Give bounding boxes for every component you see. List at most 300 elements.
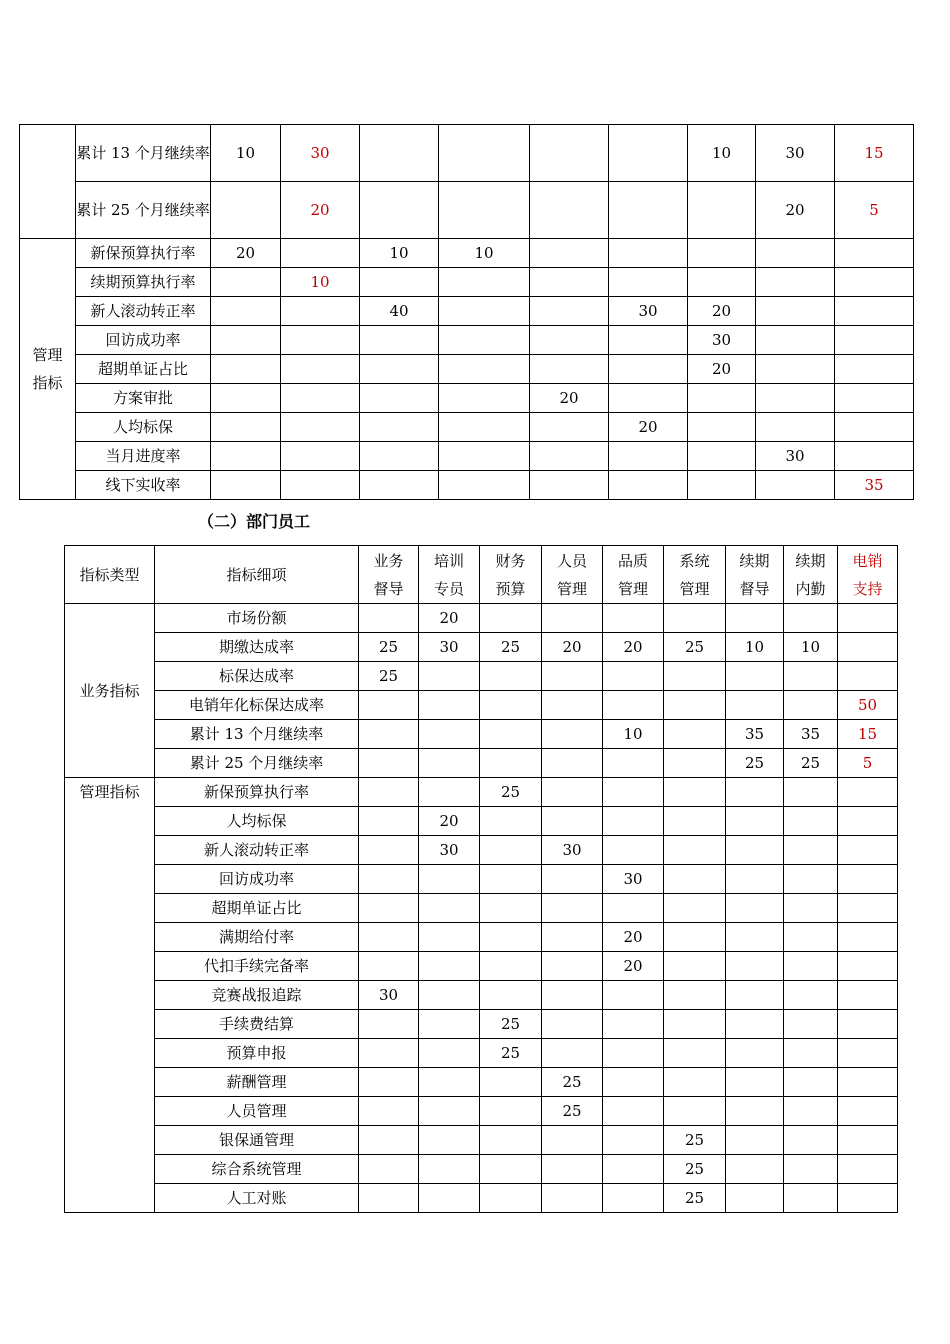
value-cell	[609, 182, 688, 239]
value-cell	[784, 952, 838, 981]
value-cell	[664, 604, 726, 633]
table-row	[20, 297, 914, 326]
value-cell	[756, 239, 835, 268]
table-row	[65, 952, 898, 981]
table-row	[65, 1184, 898, 1213]
value-cell	[542, 894, 603, 923]
value-cell	[726, 1184, 784, 1213]
detail-cell: 市场份额	[155, 604, 359, 633]
value-cell	[603, 894, 664, 923]
value-cell	[784, 1126, 838, 1155]
value-cell	[360, 268, 439, 297]
value-cell	[838, 865, 898, 894]
value-cell	[480, 981, 542, 1010]
value-cell	[542, 749, 603, 778]
table-row	[65, 1097, 898, 1126]
value-cell	[211, 384, 281, 413]
value-cell	[542, 604, 603, 633]
value-cell	[359, 1097, 419, 1126]
table-row	[65, 720, 898, 749]
value-cell: 25	[664, 1155, 726, 1184]
header-col	[664, 546, 726, 604]
value-cell	[603, 807, 664, 836]
value-cell	[609, 239, 688, 268]
value-cell	[756, 384, 835, 413]
value-cell: 10	[603, 720, 664, 749]
value-cell	[838, 952, 898, 981]
header-line2: 支持	[852, 579, 883, 598]
detail-cell: 累计 25 个月继续率	[155, 749, 359, 778]
value-cell	[419, 923, 480, 952]
value-cell	[480, 807, 542, 836]
value-cell	[726, 981, 784, 1010]
value-cell	[281, 297, 360, 326]
value-cell	[530, 239, 609, 268]
header-col	[726, 546, 784, 604]
value-cell: 15	[835, 125, 914, 182]
value-cell: 25	[542, 1097, 603, 1126]
value-cell	[784, 865, 838, 894]
value-cell	[359, 923, 419, 952]
group-cell-empty	[20, 125, 76, 239]
value-cell	[603, 778, 664, 807]
value-cell	[360, 471, 439, 500]
value-cell	[726, 836, 784, 865]
value-cell	[664, 894, 726, 923]
table-row	[20, 268, 914, 297]
value-cell: 25	[784, 749, 838, 778]
value-cell	[419, 1155, 480, 1184]
value-cell	[664, 1097, 726, 1126]
table-row	[20, 125, 914, 182]
value-cell	[664, 662, 726, 691]
detail-cell: 标保达成率	[155, 662, 359, 691]
value-cell	[603, 1184, 664, 1213]
value-cell	[480, 1126, 542, 1155]
value-cell	[542, 1126, 603, 1155]
value-cell	[664, 691, 726, 720]
value-cell	[480, 923, 542, 952]
value-cell	[480, 720, 542, 749]
value-cell	[664, 865, 726, 894]
value-cell	[784, 807, 838, 836]
value-cell	[542, 720, 603, 749]
detail-cell: 续期预算执行率	[76, 268, 211, 297]
value-cell	[726, 894, 784, 923]
value-cell: 10	[211, 125, 281, 182]
header-col	[480, 546, 542, 604]
value-cell	[419, 1184, 480, 1213]
value-cell	[211, 182, 281, 239]
header-col	[603, 546, 664, 604]
value-cell	[835, 326, 914, 355]
value-cell	[211, 326, 281, 355]
value-cell	[211, 413, 281, 442]
value-cell	[838, 1184, 898, 1213]
value-cell	[542, 1184, 603, 1213]
value-cell	[838, 1126, 898, 1155]
value-cell	[419, 981, 480, 1010]
header-line2: 内勤	[795, 579, 826, 598]
value-cell	[480, 1097, 542, 1126]
value-cell	[360, 326, 439, 355]
value-cell	[439, 182, 530, 239]
value-cell	[480, 1184, 542, 1213]
value-cell	[726, 807, 784, 836]
value-cell	[784, 894, 838, 923]
value-cell: 10	[784, 633, 838, 662]
group-label-line1: 管理	[32, 346, 63, 364]
header-line2: 管理	[679, 579, 710, 598]
value-cell	[542, 778, 603, 807]
detail-cell: 超期单证占比	[76, 355, 211, 384]
detail-cell: 代扣手续完备率	[155, 952, 359, 981]
detail-cell: 满期给付率	[155, 923, 359, 952]
value-cell	[756, 268, 835, 297]
value-cell	[359, 1155, 419, 1184]
value-cell	[419, 749, 480, 778]
value-cell	[542, 952, 603, 981]
value-cell	[211, 297, 281, 326]
value-cell	[439, 268, 530, 297]
value-cell	[360, 182, 439, 239]
value-cell	[359, 1039, 419, 1068]
value-cell: 40	[360, 297, 439, 326]
value-cell	[359, 836, 419, 865]
header-col	[838, 546, 898, 604]
value-cell: 30	[688, 326, 756, 355]
value-cell	[419, 662, 480, 691]
value-cell	[439, 471, 530, 500]
header-line1: 电销	[852, 551, 883, 570]
value-cell: 20	[419, 807, 480, 836]
value-cell	[530, 182, 609, 239]
table-row	[65, 604, 898, 633]
detail-cell: 综合系统管理	[155, 1155, 359, 1184]
table-row	[20, 413, 914, 442]
header-line2: 督导	[373, 579, 404, 598]
value-cell: 25	[480, 778, 542, 807]
value-cell	[439, 413, 530, 442]
value-cell	[530, 442, 609, 471]
value-cell	[359, 807, 419, 836]
value-cell	[838, 807, 898, 836]
value-cell	[480, 894, 542, 923]
value-cell: 30	[603, 865, 664, 894]
value-cell	[664, 1039, 726, 1068]
value-cell	[726, 923, 784, 952]
header-line1: 业务	[373, 551, 404, 570]
value-cell	[664, 1068, 726, 1097]
value-cell	[756, 355, 835, 384]
detail-cell: 方案审批	[76, 384, 211, 413]
value-cell	[838, 1010, 898, 1039]
value-cell	[726, 1155, 784, 1184]
value-cell	[784, 1068, 838, 1097]
detail-cell: 银保通管理	[155, 1126, 359, 1155]
value-cell	[838, 981, 898, 1010]
value-cell: 25	[359, 662, 419, 691]
value-cell: 25	[542, 1068, 603, 1097]
table-row	[65, 923, 898, 952]
value-cell	[835, 442, 914, 471]
detail-cell: 人工对账	[155, 1184, 359, 1213]
value-cell	[360, 355, 439, 384]
value-cell	[726, 1010, 784, 1039]
value-cell	[359, 749, 419, 778]
value-cell	[838, 1068, 898, 1097]
value-cell: 25	[726, 749, 784, 778]
value-cell	[784, 1039, 838, 1068]
value-cell	[784, 836, 838, 865]
value-cell: 25	[664, 1184, 726, 1213]
value-cell	[726, 1097, 784, 1126]
value-cell	[359, 1068, 419, 1097]
value-cell	[281, 442, 360, 471]
detail-cell: 新人滚动转正率	[155, 836, 359, 865]
value-cell	[530, 471, 609, 500]
table-row	[65, 691, 898, 720]
table-1	[19, 124, 914, 500]
value-cell: 20	[603, 633, 664, 662]
value-cell	[603, 1097, 664, 1126]
value-cell	[688, 268, 756, 297]
value-cell	[359, 604, 419, 633]
value-cell	[784, 778, 838, 807]
value-cell	[784, 981, 838, 1010]
value-cell	[609, 125, 688, 182]
value-cell: 25	[480, 1010, 542, 1039]
value-cell	[609, 326, 688, 355]
value-cell	[838, 1155, 898, 1184]
value-cell	[603, 1010, 664, 1039]
value-cell	[688, 413, 756, 442]
header-col	[359, 546, 419, 604]
value-cell	[784, 1184, 838, 1213]
header-line2: 管理	[617, 579, 648, 598]
value-cell: 30	[359, 981, 419, 1010]
value-cell	[664, 720, 726, 749]
value-cell	[359, 1184, 419, 1213]
value-cell	[439, 326, 530, 355]
value-cell: 20	[603, 923, 664, 952]
value-cell: 10	[726, 633, 784, 662]
header-line1: 财务	[495, 551, 526, 570]
header-line1: 人员	[556, 551, 587, 570]
detail-cell: 人均标保	[76, 413, 211, 442]
value-cell	[838, 836, 898, 865]
value-cell	[281, 384, 360, 413]
value-cell	[603, 1155, 664, 1184]
value-cell	[835, 239, 914, 268]
value-cell: 20	[756, 182, 835, 239]
value-cell	[419, 1126, 480, 1155]
detail-cell: 竞赛战报追踪	[155, 981, 359, 1010]
value-cell: 35	[726, 720, 784, 749]
value-cell	[359, 691, 419, 720]
detail-cell: 新保预算执行率	[76, 239, 211, 268]
value-cell	[835, 413, 914, 442]
value-cell	[419, 1097, 480, 1126]
value-cell	[603, 749, 664, 778]
value-cell: 30	[281, 125, 360, 182]
value-cell: 50	[838, 691, 898, 720]
header-line1: 续期	[739, 551, 770, 570]
value-cell	[603, 1039, 664, 1068]
value-cell	[359, 952, 419, 981]
detail-cell: 人员管理	[155, 1097, 359, 1126]
value-cell	[439, 442, 530, 471]
value-cell	[542, 1155, 603, 1184]
value-cell	[609, 471, 688, 500]
table-row	[20, 326, 914, 355]
table-row	[20, 442, 914, 471]
value-cell	[688, 239, 756, 268]
value-cell	[530, 297, 609, 326]
value-cell	[756, 326, 835, 355]
detail-cell: 手续费结算	[155, 1010, 359, 1039]
value-cell	[530, 268, 609, 297]
value-cell: 20	[530, 384, 609, 413]
header-detail: 指标细项	[155, 546, 359, 604]
value-cell	[603, 691, 664, 720]
value-cell: 25	[664, 633, 726, 662]
value-cell	[359, 778, 419, 807]
value-cell: 30	[756, 125, 835, 182]
value-cell	[360, 125, 439, 182]
value-cell	[419, 778, 480, 807]
detail-cell: 回访成功率	[76, 326, 211, 355]
value-cell	[419, 1068, 480, 1097]
value-cell	[480, 662, 542, 691]
value-cell	[664, 749, 726, 778]
value-cell: 20	[603, 952, 664, 981]
value-cell	[419, 1010, 480, 1039]
value-cell: 20	[688, 297, 756, 326]
group-label-line2: 指标	[32, 374, 63, 392]
value-cell	[609, 384, 688, 413]
detail-cell: 预算申报	[155, 1039, 359, 1068]
table-row	[65, 1010, 898, 1039]
value-cell	[419, 720, 480, 749]
table-row	[20, 182, 914, 239]
value-cell	[609, 355, 688, 384]
value-cell	[726, 691, 784, 720]
value-cell	[542, 1010, 603, 1039]
table-row	[65, 662, 898, 691]
value-cell	[542, 1039, 603, 1068]
value-cell: 15	[838, 720, 898, 749]
value-cell	[439, 384, 530, 413]
value-cell	[603, 1068, 664, 1097]
value-cell	[439, 355, 530, 384]
value-cell	[603, 662, 664, 691]
value-cell	[359, 720, 419, 749]
value-cell	[480, 1155, 542, 1184]
value-cell	[419, 1039, 480, 1068]
value-cell	[542, 981, 603, 1010]
detail-cell: 新人滚动转正率	[76, 297, 211, 326]
table-row	[20, 384, 914, 413]
value-cell	[530, 355, 609, 384]
value-cell	[838, 923, 898, 952]
value-cell	[211, 268, 281, 297]
value-cell	[664, 778, 726, 807]
value-cell	[439, 297, 530, 326]
value-cell	[784, 1010, 838, 1039]
detail-cell: 期缴达成率	[155, 633, 359, 662]
value-cell	[480, 836, 542, 865]
value-cell	[480, 1068, 542, 1097]
detail-cell: 人均标保	[155, 807, 359, 836]
value-cell	[542, 662, 603, 691]
value-cell: 30	[609, 297, 688, 326]
table-row	[65, 807, 898, 836]
header-row	[65, 546, 898, 604]
table-row	[20, 355, 914, 384]
value-cell: 10	[439, 239, 530, 268]
value-cell: 30	[542, 836, 603, 865]
section-title: （二）部门员工	[198, 512, 311, 531]
value-cell	[835, 355, 914, 384]
detail-cell: 线下实收率	[76, 471, 211, 500]
header-type: 指标类型	[65, 546, 155, 604]
table-2	[64, 545, 898, 1213]
detail-cell: 超期单证占比	[155, 894, 359, 923]
value-cell	[838, 633, 898, 662]
value-cell: 10	[281, 268, 360, 297]
value-cell	[359, 894, 419, 923]
value-cell	[542, 923, 603, 952]
value-cell	[664, 836, 726, 865]
value-cell: 10	[688, 125, 756, 182]
value-cell	[480, 691, 542, 720]
value-cell	[419, 894, 480, 923]
value-cell	[603, 604, 664, 633]
table-row	[65, 894, 898, 923]
value-cell	[359, 865, 419, 894]
value-cell: 5	[835, 182, 914, 239]
table-row	[65, 633, 898, 662]
value-cell	[726, 1126, 784, 1155]
value-cell	[664, 981, 726, 1010]
value-cell: 30	[756, 442, 835, 471]
value-cell	[360, 442, 439, 471]
value-cell: 5	[838, 749, 898, 778]
value-cell	[688, 384, 756, 413]
value-cell	[480, 952, 542, 981]
value-cell	[726, 865, 784, 894]
detail-cell: 累计 13 个月继续率	[155, 720, 359, 749]
value-cell	[360, 384, 439, 413]
value-cell	[530, 125, 609, 182]
value-cell	[542, 865, 603, 894]
header-col	[784, 546, 838, 604]
value-cell	[838, 1097, 898, 1126]
header-line1: 续期	[795, 551, 826, 570]
value-cell	[603, 981, 664, 1010]
value-cell	[688, 471, 756, 500]
value-cell	[664, 807, 726, 836]
value-cell	[281, 355, 360, 384]
table-row	[65, 1126, 898, 1155]
detail-cell: 回访成功率	[155, 865, 359, 894]
value-cell	[784, 604, 838, 633]
header-line2: 督导	[739, 579, 770, 598]
value-cell	[281, 239, 360, 268]
value-cell	[530, 326, 609, 355]
value-cell	[688, 182, 756, 239]
